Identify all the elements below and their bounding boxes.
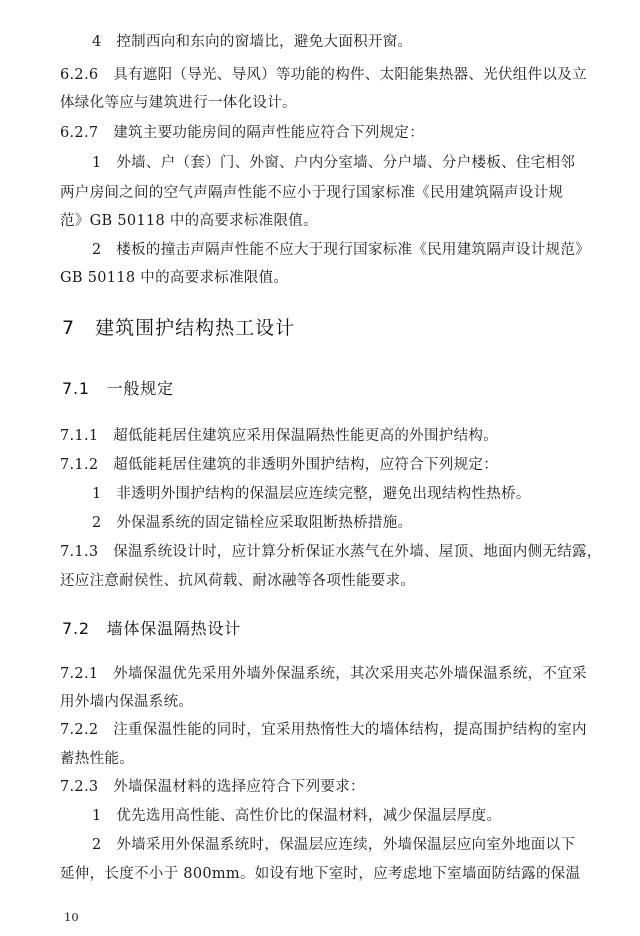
clause-7-1-2-item-2: 2 外保温系统的固定锚栓应采取阻断热桥措施。 <box>92 515 413 531</box>
clause-7-2-3-item-2-line-2: 延伸，长度不小于 800mm。如设有地下室时，应考虑地下室墙面防结露的保温 <box>60 866 581 882</box>
clause-7-2-3: 7.2.3 外墙保温材料的选择应符合下列要求： <box>60 779 365 795</box>
clause-7-1-2-item-1: 1 非透明外围护结构的保温层应连续完整，避免出现结构性热桥。 <box>92 486 531 502</box>
clause-6-2-7: 6.2.7 建筑主要功能房间的隔声性能应符合下列规定： <box>60 125 424 141</box>
clause-7-2-2-line-2: 蓄热性能。 <box>60 751 134 767</box>
clause-6-2-7-item-1-line-2: 两户房间之间的空气声隔声性能不应小于现行国家标准《民用建筑隔声设计规 <box>60 185 564 201</box>
clause-7-1-2: 7.1.2 超低能耗居住建筑的非透明外围护结构，应符合下列规定： <box>60 457 498 473</box>
clause-7-1-3-line-1: 7.1.3 保温系统设计时，应计算分析保证水蒸气在外墙、屋顶、地面内侧无结露， <box>60 544 602 560</box>
section-7-1-heading: 7.1 一般规定 <box>62 379 174 398</box>
clause-6-2-6-line-1: 6.2.6 具有遮阳（导光、导风）等功能的构件、太阳能集热器、光伏组件以及立 <box>60 67 587 83</box>
clause-6-2-7-item-1-line-3: 范》GB 50118 中的高要求标准限值。 <box>60 213 318 229</box>
clause-6-2-6-line-2: 体绿化等应与建筑进行一体化设计。 <box>60 95 297 111</box>
clause-6-2-7-item-2-line-1: 2 楼板的撞击声隔声性能不应大于现行国家标准《民用建筑隔声设计规范》 <box>92 242 590 258</box>
clause-7-2-3-item-1: 1 优先选用高性能、高性价比的保温材料，减少保温层厚度。 <box>92 808 502 824</box>
clause-6-2-7-item-2-line-2: GB 50118 中的高要求标准限值。 <box>60 270 289 286</box>
clause-7-1-1: 7.1.1 超低能耗居住建筑应采用保温隔热性能更高的外围护结构。 <box>60 428 498 444</box>
clause-7-1-3-line-2: 还应注意耐侯性、抗风荷载、耐冰融等各项性能要求。 <box>60 573 416 589</box>
section-7-2-heading: 7.2 墙体保温隔热设计 <box>62 619 242 638</box>
clause-6-2-5-item-4: 4 控制西向和东向的窗墙比，避免大面积开窗。 <box>92 34 413 50</box>
clause-7-2-2-line-1: 7.2.2 注重保温性能的同时，宜采用热惰性大的墙体结构，提高围护结构的室内 <box>60 722 587 738</box>
clause-7-2-1-line-1: 7.2.1 外墙保温优先采用外墙外保温系统，其次采用夹芯外墙保温系统，不宜采 <box>60 666 587 682</box>
page-number: 10 <box>64 910 79 924</box>
clause-7-2-3-item-2-line-1: 2 外墙采用外保温系统时，保温层应连续，外墙保温层应向室外地面以下 <box>92 837 576 853</box>
clause-7-2-1-line-2: 用外墙内保温系统。 <box>60 694 194 710</box>
clause-6-2-7-item-1-line-1: 1 外墙、户（套）门、外窗、户内分室墙、分户墙、分户楼板、住宅相邻 <box>92 155 576 171</box>
chapter-7-heading: 7 建筑围护结构热工设计 <box>62 317 296 339</box>
